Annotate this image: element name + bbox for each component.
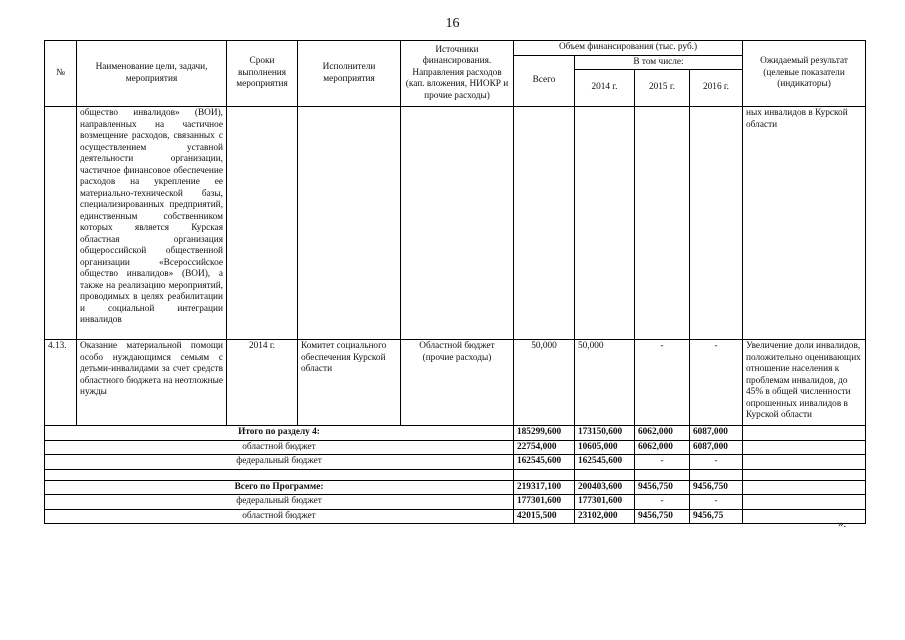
summary-row (45, 480, 866, 495)
closing-quote: ». (838, 518, 847, 530)
summary-label: областной бюджет (45, 440, 514, 455)
summary-2015: 9456,750 (635, 480, 690, 495)
summary-2014: 10605,000 (575, 440, 635, 455)
summary-label: Всего по Программе: (45, 480, 514, 495)
cell-executor: Комитет социального обеспечения Курской области (298, 340, 401, 426)
summary-label: областной бюджет (45, 509, 514, 524)
cell-total: 50,000 (514, 340, 575, 426)
summary-label: Итого по разделу 4: (45, 426, 514, 441)
header-2014: 2014 г. (575, 70, 635, 107)
summary-result (743, 455, 866, 470)
summary-2016 (690, 469, 743, 480)
summary-2015: 6062,000 (635, 440, 690, 455)
cell-num: 4.13. (45, 340, 77, 426)
cell-2014 (575, 107, 635, 340)
header-volume: Объем финансирования (тыс. руб.) (514, 41, 743, 56)
table-row-4-13 (45, 340, 866, 426)
summary-2015 (635, 469, 690, 480)
summary-total: 162545,600 (514, 455, 575, 470)
summary-2016: - (690, 495, 743, 510)
cell-2015 (635, 107, 690, 340)
summary-2016: - (690, 455, 743, 470)
summary-result (743, 469, 866, 480)
summary-result (743, 480, 866, 495)
page-number: 16 (445, 16, 460, 31)
cell-name: Оказание материальной помощи особо нуждающимся семьям с детьми-инвалидами за счет средств областного бюджета на неотложные нужды (77, 340, 227, 426)
header-executors: Исполнители мероприятия (298, 41, 401, 107)
cell-2016 (690, 107, 743, 340)
cell-num (45, 107, 77, 340)
summary-total: 22754,000 (514, 440, 575, 455)
cell-2016: - (690, 340, 743, 426)
summary-row-blank (45, 469, 866, 480)
summary-label: федеральный бюджет (45, 495, 514, 510)
summary-2014: 177301,600 (575, 495, 635, 510)
summary-2016: 6087,000 (690, 440, 743, 455)
summary-2016: 9456,750 (690, 480, 743, 495)
summary-2014: 162545,600 (575, 455, 635, 470)
header-2016: 2016 г. (690, 70, 743, 107)
summary-2016: 9456,75 (690, 509, 743, 524)
cell-result: Увеличение доли инвалидов, положительно оценивающих отношение населения к проблемам инвалидов, до 45% в общей численности опрошенных инвалидов в Курской области (743, 340, 866, 426)
cell-2014: 50,000 (575, 340, 635, 426)
cell-source: Областной бюджет (прочие расходы) (401, 340, 514, 426)
cell-result: ных инвалидов в Курской области (743, 107, 866, 340)
header-name: Наименование цели, задачи, мероприятия (77, 41, 227, 107)
header-2015: 2015 г. (635, 70, 690, 107)
summary-2014: 173150,600 (575, 426, 635, 441)
summary-2014: 200403,600 (575, 480, 635, 495)
summary-total: 185299,600 (514, 426, 575, 441)
summary-2015: - (635, 455, 690, 470)
summary-row (45, 495, 866, 510)
cell-term (227, 107, 298, 340)
summary-result (743, 426, 866, 441)
program-table (44, 40, 866, 524)
header-num: № (45, 41, 77, 107)
summary-total: 177301,600 (514, 495, 575, 510)
summary-total: 219317,100 (514, 480, 575, 495)
header-including: В том числе: (575, 55, 743, 70)
cell-name: общество инвалидов» (ВОИ), направленных на частичное возмещение расходов, связанных с осуществлением уставной деятельности организации, частичное финансовое обеспечение расходов на укрепление ее материально-технической базы, специализированных предприятий, единственным собственником которых является Курская областная организация общероссийской общественной организации «Всероссийское общество инвалидов» (ВОИ), а также на реализацию мероприятий, проводимых в целях реабилитации и социальной интеграции инвалидов (77, 107, 227, 340)
cell-executor (298, 107, 401, 340)
summary-result (743, 509, 866, 524)
summary-result (743, 495, 866, 510)
summary-result (743, 440, 866, 455)
cell-2015: - (635, 340, 690, 426)
summary-2015: 6062,000 (635, 426, 690, 441)
summary-row (45, 509, 866, 524)
cell-total (514, 107, 575, 340)
table-row-continuation (45, 107, 866, 340)
summary-2014 (575, 469, 635, 480)
summary-2016: 6087,000 (690, 426, 743, 441)
summary-total (514, 469, 575, 480)
summary-2015: - (635, 495, 690, 510)
summary-2014: 23102,000 (575, 509, 635, 524)
summary-2015: 9456,750 (635, 509, 690, 524)
header-total: Всего (514, 55, 575, 107)
summary-label: федеральный бюджет (45, 455, 514, 470)
summary-total: 42015,500 (514, 509, 575, 524)
cell-term: 2014 г. (227, 340, 298, 426)
header-terms: Сроки выполнения мероприятия (227, 41, 298, 107)
header-row-1 (45, 41, 866, 56)
summary-label (45, 469, 514, 480)
summary-row (45, 455, 866, 470)
summary-row (45, 426, 866, 441)
cell-source (401, 107, 514, 340)
summary-row (45, 440, 866, 455)
header-result: Ожидаемый результат (целевые показатели (индикаторы) (743, 41, 866, 107)
header-sources: Источники финансирования. Направления расходов (кап. вложения, НИОКР и прочие расходы) (401, 41, 514, 107)
